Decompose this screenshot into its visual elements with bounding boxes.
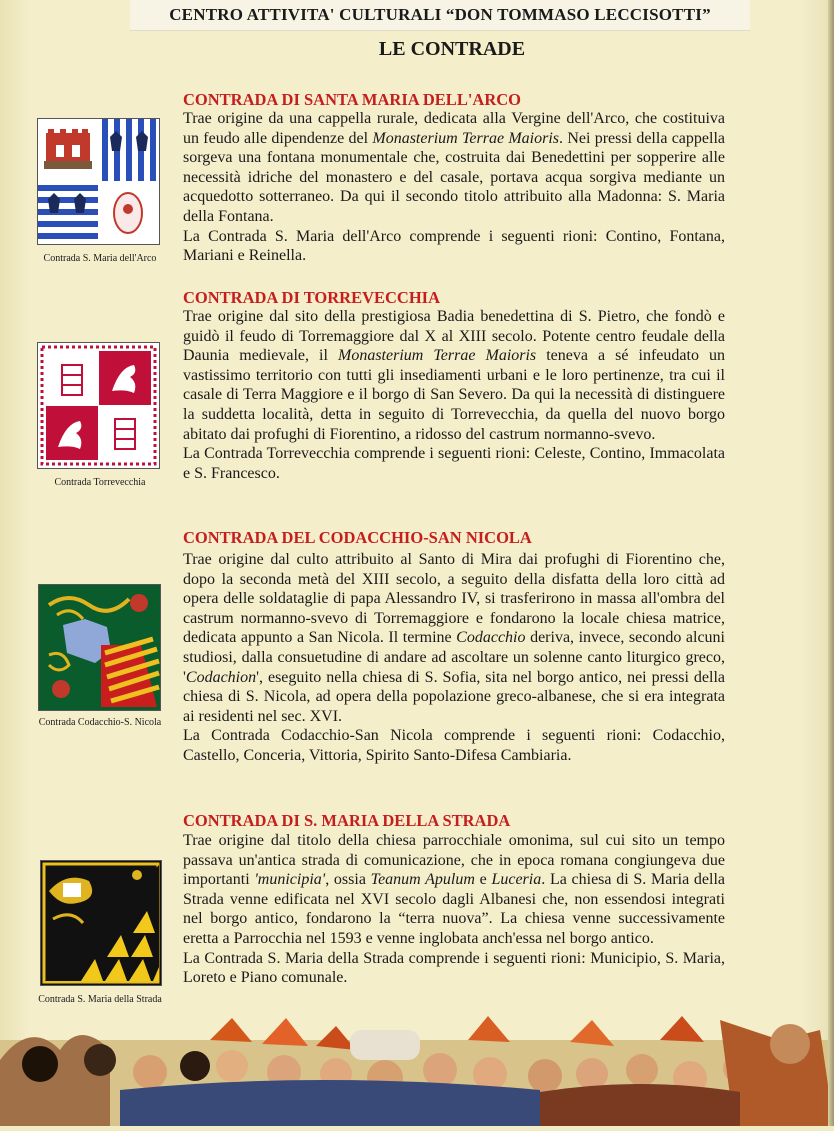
crest-caption-santa-maria-strada: Contrada S. Maria della Strada	[38, 994, 162, 1005]
medieval-crowd-fresco-icon	[0, 1000, 834, 1126]
section-paragraph: La Contrada S. Maria dell'Arco comprende i seguenti rioni: Contino, Fontana, Mariani e Reinella.	[183, 227, 725, 265]
section-body-santa-maria-strada	[183, 831, 725, 988]
section-title-santa-maria-strada: CONTRADA DI S. MARIA DELLA STRADA	[183, 811, 511, 830]
section-title-santa-maria-arco: CONTRADA DI SANTA MARIA DELL'ARCO	[183, 90, 521, 109]
crest-caption-santa-maria-arco: Contrada S. Maria dell'Arco	[43, 253, 157, 264]
section-paragraph: Trae origine dal sito della prestigiosa Badia benedettina di S. Pietro, che fondò e guidò il feudo di Torremaggiore dal X al XIII secolo. Potente centro feudale della Daunia medievale, il Monasterium Terrae Maioris teneva a sé infeudato un vastissimo territorio con tutti gli insediamenti urbani e le loro pertinenze, tra cui il casale di Terra Maggiore e il borgo di San Severo. Da qui la necessità di distinguere la suddetta località, detta in seguito di Torrevecchia, da quella del nuovo borgo abitato dai profughi di Fiorentino, a ridosso del castrum normanno-svevo.	[183, 308, 726, 443]
section-paragraph: Trae origine da una cappella rurale, dedicata alla Vergine dell'Arco, che costituiva un feudo alle dipendenze del Monasterium Terrae Maioris. Nei pressi della cappella sorgeva una fontana monumentale che, costruita dai Benedettini per sopperire alle necessità idriche del monastero e del casale, portava acqua sorgiva mediante un acquedotto sotterraneo. Da qui il secondo titolo attribuito alla Madonna: S. Maria della Fontana.	[183, 110, 725, 225]
section-paragraph: La Contrada S. Maria della Strada comprende i seguenti rioni: Municipio, S. Maria, Loreto e Piano comunale.	[183, 949, 725, 987]
crest-caption-codacchio: Contrada Codacchio-S. Nicola	[38, 717, 162, 728]
section-paragraph: La Contrada Torrevecchia comprende i seguenti rioni: Celeste, Contino, Immacolata e S. Francesco.	[183, 445, 725, 482]
crest-caption-torrevecchia: Contrada Torrevecchia	[54, 477, 146, 488]
organization-header: CENTRO ATTIVITA' CULTURALI “DON TOMMASO LECCISOTTI”	[169, 5, 711, 24]
page-edge	[828, 0, 834, 1126]
page-title: LE CONTRADE	[378, 38, 526, 60]
section-paragraph: La Contrada Codacchio-San Nicola comprende i seguenti rioni: Codacchio, Castello, Conceria, Vittoria, Spirito Santo-Difesa Cambiaria.	[183, 727, 725, 764]
section-body-torrevecchia	[183, 307, 725, 483]
section-title-torrevecchia: CONTRADA DI TORREVECCHIA	[183, 288, 441, 307]
section-paragraph: Trae origine dal titolo della chiesa parrocchiale omonima, sul cui sito un tempo passava un'antica strada di comunicazione, che in epoca romana congiungeva due importanti 'municipia', ossia Teanum Apulum e Luceria. La chiesa di S. Maria della Strada venne edificata nel XVI secolo dagli Albanesi che, non essendosi integrati nel borgo antico, fondarono la “terra nuova”. La chiesa venne successivamente eretta a Parrocchia nel 1593 e venne inglobata anch'essa nel borgo antico.	[183, 832, 725, 947]
torrevecchia-crest-icon	[37, 342, 160, 469]
santa-maria-arco-crest-icon	[37, 118, 160, 245]
section-paragraph: Trae origine dal culto attribuito al Santo di Mira dai profughi di Fiorentino che, dopo la seconda metà del XIII secolo, a seguito della disfatta della loro città ad opera delle soldataglie di papa Alessandro IV, si trasferirono in massa all'ombra del castrum normanno-svevo di Torremaggiore e fondarono la locale chiesa matrice, dedicata appunto a San Nicola. Il termine Codacchio deriva, invece, secondo alcuni studiosi, dalla consuetudine di andare ad ascoltare un solenne canto liturgico greco, 'Codachion', eseguito nella chiesa di S. Sofia, sita nel borgo antico, nei pressi della chiesa di S. Nicola, ad opera della popolazione greco-albanese, che si era integrata ai residenti nel sec. XVI.	[183, 551, 725, 725]
section-body-codacchio	[183, 550, 725, 766]
codacchio-crest-icon	[38, 584, 161, 711]
section-body-santa-maria-arco	[183, 109, 725, 266]
santa-maria-strada-crest-icon	[40, 860, 162, 986]
section-title-codacchio: CONTRADA DEL CODACCHIO-SAN NICOLA	[183, 528, 532, 547]
